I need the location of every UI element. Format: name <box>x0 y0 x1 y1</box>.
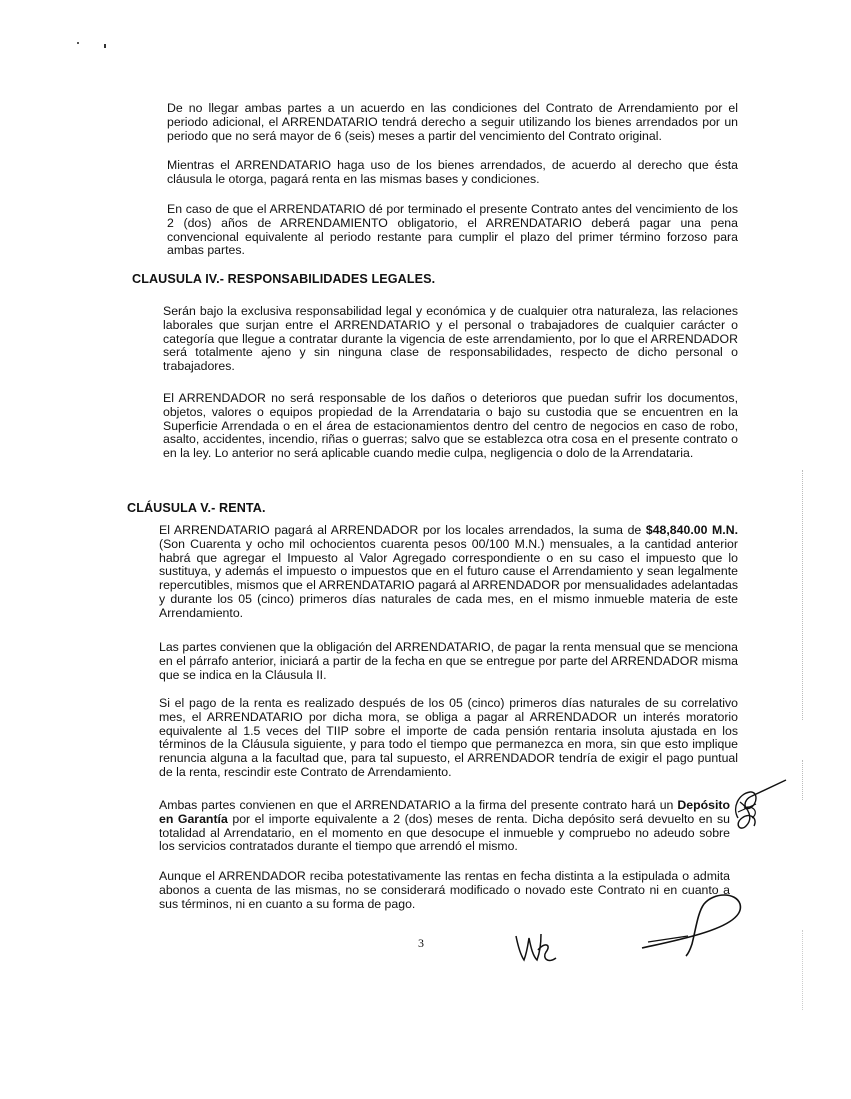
paragraph-rent-amount <box>159 524 738 621</box>
paragraph-use-of-goods: Mientras el ARRENDATARIO haga uso de los bienes arrendados, de acuerdo al derecho que ésta cláusula le otorga, pagará renta en las mismas bases y condiciones. <box>167 158 738 186</box>
margin-initials-signature <box>728 778 792 838</box>
rent-text-part1: El ARRENDATARIO pagará al ARRENDADOR por los locales arrendados, la suma de <box>159 523 646 537</box>
paragraph-rent-start: Las partes convienen que la obligación del ARRENDATARIO, de pagar la renta mensual que se menciona en el párrafo anterior, iniciará a partir de la fecha en que se entregue por parte del ARRENDADOR misma que se indica en la Cláusula II. <box>159 640 738 682</box>
clause-v-heading: CLÁUSULA V.- RENTA. <box>127 501 266 515</box>
signature <box>640 888 750 958</box>
scan-edge-artifact <box>802 470 805 720</box>
paragraph-additional-period: De no llegar ambas partes a un acuerdo en las condiciones del Contrato de Arrendamiento por el periodo adicional, el ARRENDATARIO tendrá derecho a seguir utilizando los bienes arrendados por un periodo que no será mayor de 6 (seis) meses a partir del vencimiento del Contrato original. <box>167 101 738 143</box>
scan-speck <box>104 44 106 48</box>
deposit-text-part1: Ambas partes convienen en que el ARRENDATARIO a la firma del presente contrato hará un <box>159 798 678 812</box>
scan-edge-artifact <box>802 930 805 1010</box>
paragraph-deposit <box>159 799 730 854</box>
paragraph-late-payment: Si el pago de la renta es realizado después de los 05 (cinco) primeros días naturales de su correlativo mes, el ARRENDATARIO por dicha mora, se obliga a pagar al ARRENDADOR un interés moratorio equivalente al 1.5 veces del TIIP sobre el importe de cada pensión rentaria insoluta ajustada en los términos de la Cláusula siguiente, y para todo el tiempo que permanezca en mora, sin que esto implique renuncia alguna a la facultad que, para tal supuesto, el ARRENDADOR tendría de exigir el pago puntual de la renta, rescindir este Contrato de Arrendamiento. <box>159 696 738 779</box>
scan-edge-artifact <box>802 760 805 800</box>
deposit-bold-term: Depósito en Garantía <box>159 798 730 826</box>
scan-speck <box>77 42 79 44</box>
footer-initials <box>514 928 558 968</box>
rent-text-part2: (Son Cuarenta y ocho mil ochocientos cuarenta pesos 00/100 M.N.) mensuales, a la cantidad anterior habrá que agregar el Impuesto al Valor Agregado correspondiente o en su caso el impuesto que lo sustituya, y además el impuesto o impuestos que en el futuro cause el Arrendamiento y sean legalmente repercutibles, mismos que el ARRENDATARIO pagará al ARRENDADOR por mensualidades adelantadas y durante los 05 (cinco) primeros días naturales de cada mes, en el mismo inmueble materia de este Arrendamiento. <box>159 536 738 620</box>
paragraph-damage-liability: El ARRENDADOR no será responsable de los daños o deterioros que puedan sufrir los documentos, objetos, valores o equipos propiedad de la Arrendataria o bajo su custodia que se encuentren en la Superficie Arrendada o en el área de estacionamientos dentro del centro de negocios en caso de robo, asalto, accidentes, incendio, riñas o guerras; salvo que se establezca otra cosa en el presente contrato o en la ley. Lo anterior no será aplicable cuando medie culpa, negligencia o dolo de la Arrendataria. <box>163 391 738 461</box>
paragraph-late-rent-acceptance: Aunque el ARRENDADOR reciba potestativamente las rentas en fecha distinta a la estipulada o admita abonos a cuenta de las mismas, no se considerará modificado o novado este Contrato ni en cuanto a sus términos, ni en cuanto a su forma de pago. <box>159 869 730 911</box>
rent-amount: $48,840.00 M.N. <box>645 523 738 537</box>
deposit-text-part2: por el importe equivalente a 2 (dos) meses de renta. Dicha depósito será devuelto en su totalidad al Arrendatario, en el momento en que desocupe el inmueble y compruebo no adeudo sobre los servicios contratados durante el tiempo que arrendó el mismo. <box>159 811 730 854</box>
paragraph-labor-relations: Serán bajo la exclusiva responsabilidad legal y económica y de cualquier otra naturaleza, las relaciones laborales que surjan entre el ARRENDATARIO y el personal o trabajadores de cualquier carácter o categoría que llegue a contratar durante la vigencia de este arrendamiento, por lo que el ARRENDADOR será totalmente ajeno y sin ninguna clase de responsabilidades, respecto de dicho personal o trabajadores. <box>163 304 738 374</box>
paragraph-early-termination: En caso de que el ARRENDATARIO dé por terminado el presente Contrato antes del vencimiento de los 2 (dos) años de ARRENDAMIENTO obligatorio, el ARRENDATARIO deberá pagar una pena convencional equivalente al periodo restante para cumplir el plazo del primer término forzoso para ambas partes. <box>167 202 738 258</box>
page-number: 3 <box>418 936 424 950</box>
clause-iv-heading: CLAUSULA IV.- RESPONSABILIDADES LEGALES. <box>132 272 436 286</box>
